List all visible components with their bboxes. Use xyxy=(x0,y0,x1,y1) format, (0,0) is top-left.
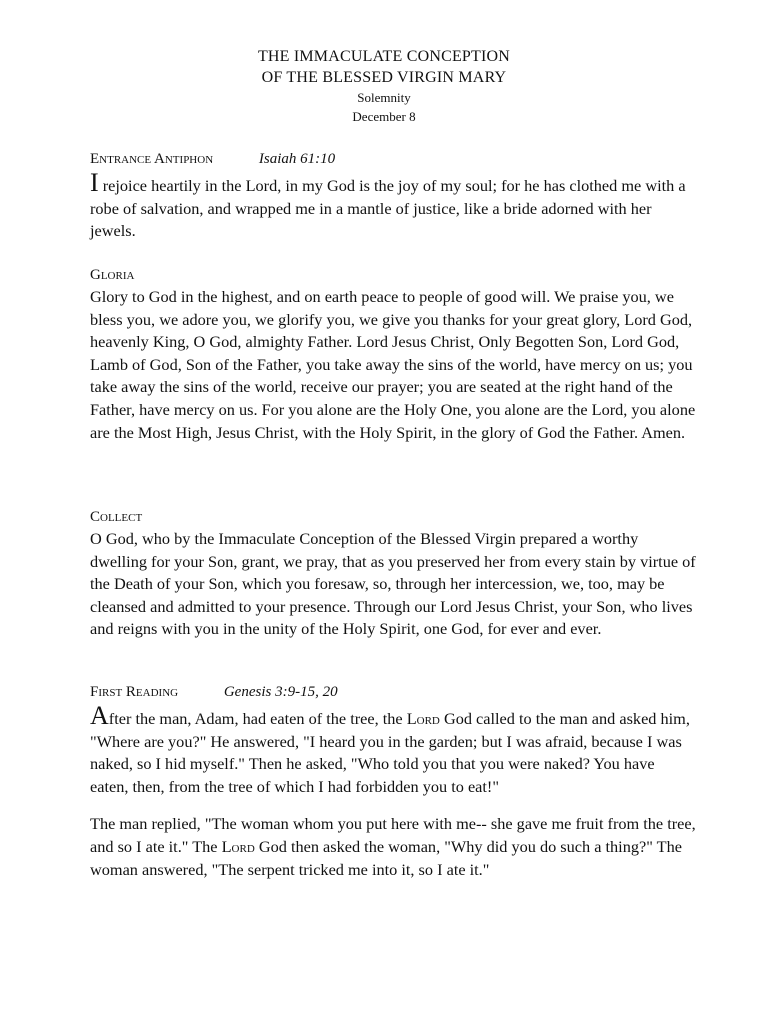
scripture-reference: Genesis 3:9-15, 20 xyxy=(223,684,338,700)
drop-cap: I xyxy=(90,168,99,197)
section-text xyxy=(90,168,696,243)
section-heading xyxy=(90,150,696,168)
title-line-2: OF THE BLESSED VIRGIN MARY xyxy=(261,69,507,86)
entrance-antiphon-section xyxy=(90,150,696,243)
heading-label: First Reading xyxy=(90,684,179,700)
section-heading: Gloria xyxy=(90,267,135,283)
section-heading xyxy=(90,683,696,701)
first-reading-section xyxy=(90,683,696,881)
collect-text: O God, who by the Immaculate Conception of the Blessed Virgin prepared a worthy dwelling for your Son, grant, we pray, that as you preserved her from every stain by virtue of the Death of your Son, which you foresaw, so, through her intercession, we, too, may be cleansed and admitted to your presence. Through our Lord Jesus Christ, your Son, who lives and reigns with you in the unity of the Holy Spirit, one God, for ever and ever. xyxy=(90,529,696,639)
reading-text: fter the man, Adam, had eaten of the tree, the xyxy=(108,709,407,728)
lord-small-caps: Lord xyxy=(221,836,255,856)
gloria-section xyxy=(90,266,696,444)
drop-cap: A xyxy=(90,701,109,730)
date-label: December 8 xyxy=(352,109,416,124)
gloria-text: Glory to God in the highest, and on earth peace to people of good will. We praise you, we bless you, we adore you, we glorify you, we give you thanks for your great glory, Lord God, heavenly King, O God, almighty Father. Lord Jesus Christ, Only Begotten Son, Lord God, Lamb of God, Son of the Father, you take away the sins of the world, have mercy on us; you take away the sins of the world, receive our prayer; you are seated at the right hand of the Father, have mercy on us. For you alone are the Holy One, you alone are the Lord, you alone are the Most High, Jesus Christ, with the Holy Spirit, in the glory of God the Father. Amen. xyxy=(90,287,696,442)
section-heading: Collect xyxy=(90,509,143,525)
collect-section xyxy=(90,508,696,641)
reading-text: God then asked the woman, "Why did you do such a thing?" The woman answered, "The serpent tricked me into it, so I ate it." xyxy=(90,836,682,879)
reading-text: The man replied, "The woman whom you put here with me-- she gave me fruit from the tree, and so I ate it." The xyxy=(90,814,696,856)
heading-label: Entrance Antiphon xyxy=(90,151,214,167)
title-line-1: THE IMMACULATE CONCEPTION xyxy=(257,48,511,65)
reading-paragraph-1 xyxy=(90,701,696,798)
scripture-reference: Isaiah 61:10 xyxy=(258,151,336,167)
antiphon-text: rejoice heartily in the Lord, in my God is the joy of my soul; for he has clothed me with a robe of salvation, and wrapped me in a mantle of justice, like a bride adorned with her jewels. xyxy=(90,176,686,241)
lord-small-caps: Lord xyxy=(406,709,440,728)
reading-paragraph-2 xyxy=(90,813,696,881)
rank-label: Solemnity xyxy=(357,90,411,105)
document-header xyxy=(90,0,678,126)
reading-text: God called to the man and asked him, "Where are you?" He answered, "I heard you in the garden; but I was afraid, because I was naked, so I hid myself." Then he asked, "Who told you that you were naked? You have eaten, then, from the tree of which I had forbidden you to eat!" xyxy=(90,709,690,796)
